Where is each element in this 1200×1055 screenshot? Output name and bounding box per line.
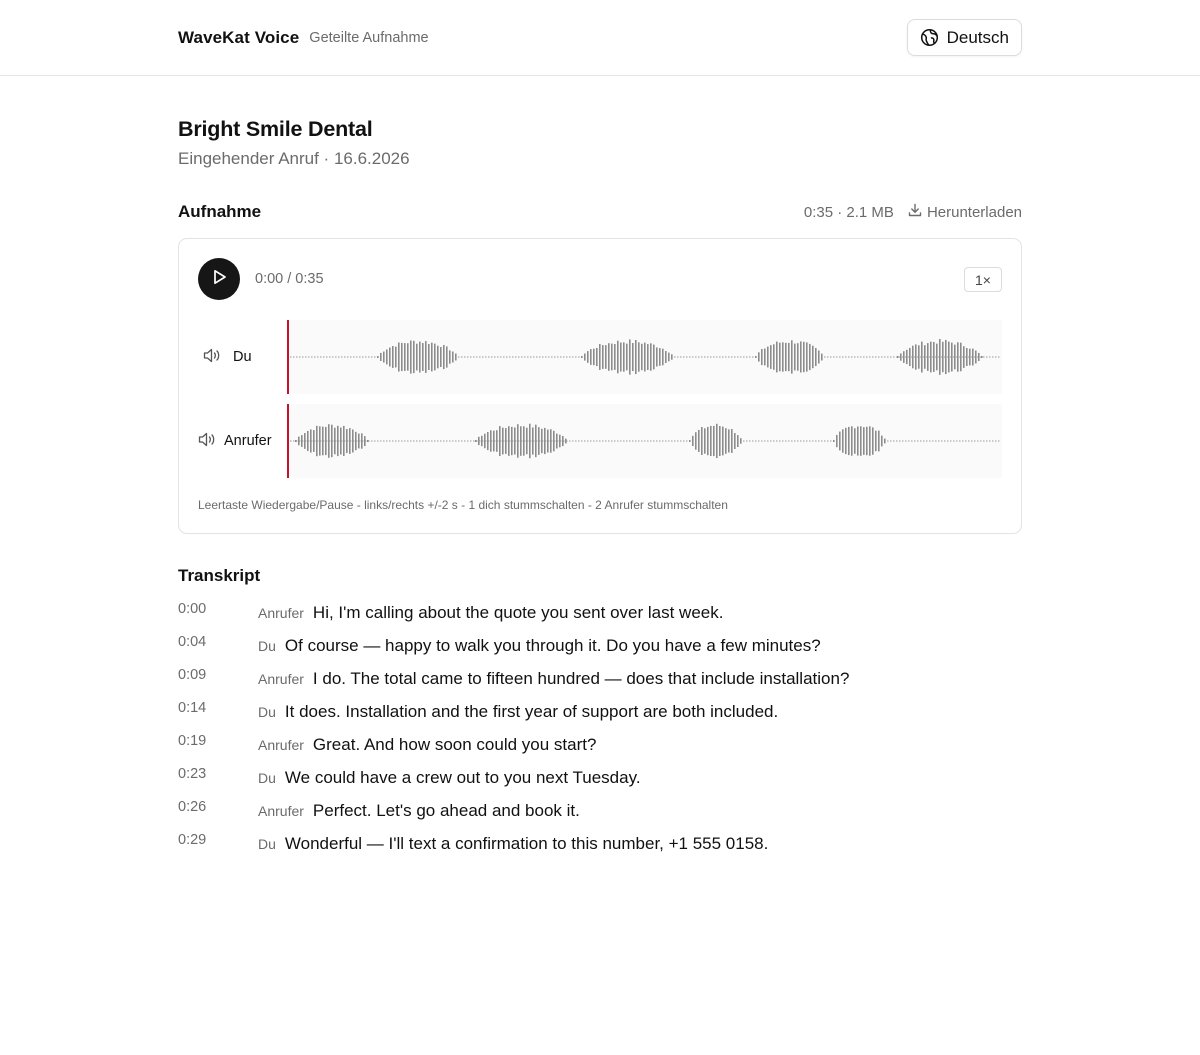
waveform-bar xyxy=(337,426,339,456)
waveform-bar xyxy=(377,356,379,358)
waveform-bar xyxy=(559,435,561,448)
waveform-bar xyxy=(653,345,655,370)
waveform-du[interactable] xyxy=(287,320,1002,394)
waveform-bar xyxy=(380,353,382,361)
waveform-bar xyxy=(909,348,911,366)
waveform-bar xyxy=(963,346,965,368)
waveform-bar xyxy=(346,429,348,453)
track-du-label: Du xyxy=(233,349,252,365)
waveform-bar xyxy=(295,440,297,442)
waveform-bar xyxy=(966,348,968,366)
transcript-speaker: Du xyxy=(258,836,276,852)
waveform-bar xyxy=(924,345,926,369)
transcript-timestamp[interactable]: 0:14 xyxy=(178,700,207,716)
call-subtitle: Eingehender Anruf · 16.6.2026 xyxy=(178,149,410,168)
waveform-bar xyxy=(872,427,874,454)
waveform-bar xyxy=(623,342,625,371)
waveform-bar xyxy=(689,440,691,442)
globe-icon xyxy=(920,28,939,47)
waveform-bar xyxy=(538,427,540,455)
track-du xyxy=(179,320,1002,394)
waveform-bar xyxy=(562,436,564,446)
waveform-bar xyxy=(662,349,664,366)
waveform-bar xyxy=(608,343,610,371)
waveform-bar xyxy=(364,436,366,446)
transcript-timestamp[interactable]: 0:23 xyxy=(178,766,207,782)
waveform-bar xyxy=(779,343,781,372)
waveform-bar xyxy=(806,342,808,371)
waveform-bar xyxy=(740,438,742,444)
waveform-bar xyxy=(605,345,607,369)
waveform-bar xyxy=(728,429,730,452)
main-content xyxy=(178,76,1022,859)
waveform-bar xyxy=(584,354,586,361)
waveform-bar xyxy=(659,348,661,366)
waveform-bar xyxy=(978,353,980,361)
waveform-bar xyxy=(725,428,727,454)
transcript-speaker: Du xyxy=(258,770,276,786)
transcript-timestamp[interactable]: 0:19 xyxy=(178,733,207,749)
waveform-bar xyxy=(755,356,757,358)
transcript-text: We could have a crew out to you next Tuesday. xyxy=(284,768,641,787)
waveform-bar xyxy=(942,342,944,372)
waveform-bar xyxy=(785,343,787,371)
waveform-bar xyxy=(629,339,631,374)
waveform-bar xyxy=(398,343,400,372)
waveform-bar xyxy=(325,427,327,455)
waveform-bar xyxy=(692,436,694,446)
waveform-bar xyxy=(698,430,700,452)
waveform-bar xyxy=(635,340,637,374)
page-context-label: Geteilte Aufnahme xyxy=(309,29,429,46)
waveform-bar xyxy=(716,424,718,458)
waveform-bar xyxy=(773,344,775,370)
transcript-timestamp[interactable]: 0:00 xyxy=(178,601,207,617)
waveform-bar xyxy=(413,341,415,373)
waveform-bar xyxy=(340,428,342,455)
language-button[interactable] xyxy=(907,19,1022,56)
waveform-bar xyxy=(836,435,838,447)
waveform-bar xyxy=(620,343,622,372)
waveform-bar xyxy=(981,356,983,358)
waveform-bar xyxy=(866,427,868,455)
transcript-text: Hi, I'm calling about the quote you sent over last week. xyxy=(312,603,724,622)
waveform-bar xyxy=(906,350,908,364)
waveform-bar xyxy=(599,344,601,370)
waveform-bar xyxy=(960,343,962,372)
waveform-bar xyxy=(556,434,558,449)
waveform-bar xyxy=(767,347,769,368)
waveform-bar xyxy=(915,344,917,369)
download-label: Herunterladen xyxy=(926,203,1022,221)
waveform-bar xyxy=(833,440,835,442)
waveform-bar xyxy=(770,345,772,369)
waveform-bar xyxy=(487,432,489,450)
waveform-bar xyxy=(644,343,646,372)
waveform-bar xyxy=(304,433,306,449)
download-link[interactable] xyxy=(908,203,1022,221)
waveform-bar xyxy=(969,349,971,366)
waveform-bar xyxy=(407,343,409,371)
waveform-bar xyxy=(668,353,670,362)
waveform-bar xyxy=(475,440,477,442)
waveform-bar xyxy=(854,428,856,454)
transcript-entry[interactable] xyxy=(178,826,1022,859)
waveform-bar xyxy=(614,344,616,370)
waveform-bar xyxy=(478,437,480,445)
waveform-bar xyxy=(565,439,567,444)
waveform-bar xyxy=(758,352,760,361)
transcript-text: Wonderful — I'll text a confirmation to this number, +1 555 0158. xyxy=(284,834,769,853)
waveform-bar xyxy=(936,344,938,371)
language-button-label: Deutsch xyxy=(946,27,1009,47)
waveform-bar xyxy=(665,351,667,363)
waveform-bar xyxy=(839,432,841,451)
waveform-bar xyxy=(800,341,802,372)
waveform-anrufer[interactable] xyxy=(287,404,1002,478)
waveform-bar xyxy=(647,344,649,370)
waveform-bar xyxy=(722,427,724,456)
waveform-bar xyxy=(514,428,516,455)
waveform-bar xyxy=(416,344,418,371)
audio-player xyxy=(178,238,1022,534)
waveform-bar xyxy=(316,426,318,456)
waveform-bar xyxy=(863,427,865,455)
waveform-bar xyxy=(611,344,613,371)
waveform-bar xyxy=(446,346,448,367)
waveform-bar xyxy=(764,349,766,366)
waveform-bar xyxy=(547,430,549,453)
waveform-bar xyxy=(508,426,510,456)
waveform-bar xyxy=(975,351,977,364)
transcript-timestamp[interactable]: 0:04 xyxy=(178,634,207,650)
waveform-bar xyxy=(927,343,929,371)
transcript-speaker: Anrufer xyxy=(258,605,304,621)
transcript-entry[interactable] xyxy=(178,628,1022,661)
transcript-text: It does. Installation and the first year of support are both included. xyxy=(284,702,779,721)
transcript-entry[interactable] xyxy=(178,661,1022,694)
play-icon xyxy=(210,268,228,291)
waveform-bar xyxy=(933,342,935,372)
recording-header xyxy=(178,202,1022,222)
waveform-bar xyxy=(355,432,357,450)
waveform-bar xyxy=(493,431,495,452)
waveform-bar xyxy=(710,426,712,456)
playhead-du[interactable] xyxy=(287,320,289,394)
waveform-bar xyxy=(731,429,733,453)
transcript-timestamp[interactable]: 0:09 xyxy=(178,667,207,683)
waveform-bar xyxy=(656,347,658,366)
waveform-bar xyxy=(422,343,424,371)
waveform-bar xyxy=(410,341,412,374)
waveform-bar xyxy=(553,431,555,452)
waveform-bar xyxy=(948,342,950,373)
waveform-bar xyxy=(815,348,817,366)
transcript-section-title: Transkript xyxy=(178,566,261,585)
speaker-icon[interactable] xyxy=(203,348,222,367)
waveform-bar xyxy=(520,426,522,456)
waveform-bar xyxy=(857,427,859,456)
waveform-bar xyxy=(452,352,454,363)
waveform-bar xyxy=(596,348,598,366)
waveform-bar xyxy=(957,342,959,371)
track-anrufer-label: Anrufer xyxy=(224,433,272,449)
waveform-bar xyxy=(939,339,941,375)
waveform-bar xyxy=(776,342,778,373)
waveform-bar xyxy=(449,350,451,363)
playback-time: 0:00 / 0:35 xyxy=(255,271,324,287)
waveform-bar xyxy=(761,349,763,365)
top-bar xyxy=(0,0,1200,76)
waveform-bar xyxy=(602,345,604,369)
waveform-bar xyxy=(650,343,652,370)
waveform-bar xyxy=(343,426,345,456)
waveform-bar xyxy=(349,428,351,454)
waveform-bar xyxy=(945,340,947,374)
waveform-bar xyxy=(797,343,799,371)
waveform-bar xyxy=(443,345,445,369)
waveform-bar xyxy=(791,340,793,373)
transcript-entry[interactable] xyxy=(178,727,1022,760)
waveform-bar xyxy=(972,349,974,366)
transcript-timestamp[interactable]: 0:29 xyxy=(178,832,207,848)
transcript-speaker: Anrufer xyxy=(258,671,304,687)
track-anrufer xyxy=(179,404,1002,478)
waveform-bar xyxy=(395,347,397,368)
waveform-bar xyxy=(921,342,923,373)
waveform-bar xyxy=(821,354,823,361)
waveform-bar xyxy=(331,425,333,458)
waveform-bar xyxy=(499,426,501,456)
waveform-bar xyxy=(734,433,736,449)
waveform-bar xyxy=(383,352,385,363)
waveform-bar xyxy=(912,346,914,369)
waveform-bar xyxy=(812,346,814,369)
waveform-bar xyxy=(782,342,784,371)
waveform-bar xyxy=(590,349,592,365)
waveform-bar xyxy=(737,435,739,447)
waveform-bar xyxy=(842,429,844,452)
waveform-bar xyxy=(701,427,703,455)
waveform-bar xyxy=(617,341,619,374)
waveform-bar xyxy=(481,436,483,446)
transcript-entry[interactable] xyxy=(178,595,1022,628)
waveform-bar xyxy=(641,344,643,370)
waveform-bar xyxy=(307,431,309,451)
waveform-bar xyxy=(848,427,850,455)
waveform-bar xyxy=(544,428,546,454)
waveform-bar xyxy=(845,428,847,454)
waveform-bar xyxy=(334,428,336,455)
waveform-bar xyxy=(951,343,953,372)
waveform-bar xyxy=(440,347,442,367)
call-title: Bright Smile Dental xyxy=(178,117,373,141)
waveform-bar xyxy=(523,426,525,455)
waveform-bar xyxy=(532,427,534,454)
waveform-bar xyxy=(455,354,457,361)
waveform-bar xyxy=(875,431,877,452)
waveform-bar xyxy=(719,426,721,456)
waveform-bar xyxy=(389,348,391,367)
waveform-bar xyxy=(419,342,421,373)
waveform-bar xyxy=(860,426,862,456)
waveform-bar xyxy=(869,426,871,455)
transcript-entry[interactable] xyxy=(178,760,1022,793)
waveform-bar xyxy=(803,342,805,372)
playhead-anrufer[interactable] xyxy=(287,404,289,478)
waveform-bar xyxy=(632,343,634,371)
recording-meta: 0:35 · 2.1 MB xyxy=(803,203,894,221)
transcript-speaker: Du xyxy=(258,704,276,720)
waveform-bar xyxy=(897,356,899,358)
transcript-list xyxy=(178,595,1022,859)
waveform-bar xyxy=(707,427,709,455)
waveform-bar xyxy=(884,439,886,444)
brand-name[interactable]: WaveKat Voice xyxy=(178,27,300,47)
waveform-bar xyxy=(490,430,492,451)
waveform-bar xyxy=(851,426,853,455)
transcript-speaker: Du xyxy=(258,638,276,654)
waveform-bar xyxy=(954,345,956,370)
waveform-bar xyxy=(695,432,697,450)
waveform-bar xyxy=(511,427,513,455)
waveform-bar xyxy=(352,430,354,453)
waveform-bar xyxy=(529,424,531,459)
transcript-text: Great. And how soon could you start? xyxy=(312,735,597,754)
waveform-bar xyxy=(386,350,388,365)
transcript-speaker: Anrufer xyxy=(258,737,304,753)
waveform-bar xyxy=(809,344,811,370)
waveform-bar xyxy=(392,346,394,368)
waveform-bar xyxy=(431,343,433,372)
waveform-bar xyxy=(502,428,504,455)
waveform-bar xyxy=(526,428,528,455)
waveform-bar xyxy=(404,343,406,371)
waveform-bar xyxy=(496,430,498,452)
waveform-bar xyxy=(713,426,715,456)
transcript-entry[interactable] xyxy=(178,793,1022,826)
download-icon xyxy=(908,203,922,221)
waveform-bar xyxy=(505,428,507,454)
waveform-bar xyxy=(310,429,312,452)
waveform-bar xyxy=(361,433,363,448)
waveform-bar xyxy=(484,434,486,449)
top-bar-content xyxy=(178,0,1022,75)
waveform-bar xyxy=(788,343,790,371)
transcript-timestamp[interactable]: 0:26 xyxy=(178,799,207,815)
waveform-bar xyxy=(358,434,360,449)
waveform-bar xyxy=(878,431,880,452)
recording-section-title: Aufnahme xyxy=(178,202,262,221)
waveform-bar xyxy=(918,345,920,368)
waveform-bar xyxy=(818,351,820,364)
waveform-bar xyxy=(704,428,706,453)
transcript-speaker: Anrufer xyxy=(258,803,304,819)
waveform-bar xyxy=(517,424,519,458)
transcript-text: Perfect. Let's go ahead and book it. xyxy=(312,801,580,820)
transcript-text: Of course — happy to walk you through it. Do you have a few minutes? xyxy=(284,636,821,655)
waveform-bar xyxy=(301,435,303,447)
playback-speed-button[interactable]: 1× xyxy=(964,267,1002,292)
waveform-bar xyxy=(535,425,537,458)
waveform-bar xyxy=(930,342,932,373)
play-button[interactable] xyxy=(198,258,240,300)
waveform-bar xyxy=(367,440,369,442)
transcript-text: I do. The total came to fifteen hundred — does that include installation? xyxy=(312,669,850,688)
waveform-bar xyxy=(626,344,628,371)
waveform-bar xyxy=(794,344,796,371)
waveform-bar xyxy=(313,430,315,452)
waveform-bar xyxy=(541,429,543,453)
waveform-bar xyxy=(298,437,300,446)
waveform-bar xyxy=(881,436,883,447)
waveform-bar xyxy=(401,343,403,371)
waveform-bar xyxy=(550,429,552,453)
waveform-bar xyxy=(900,353,902,360)
waveform-bar xyxy=(425,341,427,373)
keyboard-shortcuts-hint: Leertaste Wiedergabe/Pause - links/rechts +/-2 s - 1 dich stummschalten - 2 Anrufer stummschalten xyxy=(198,498,728,512)
waveform-bar xyxy=(587,351,589,363)
waveform-bar xyxy=(671,354,673,359)
waveform-bar xyxy=(328,424,330,458)
waveform-bar xyxy=(581,356,583,358)
waveform-bar xyxy=(437,346,439,369)
transcript-entry[interactable] xyxy=(178,694,1022,727)
waveform-bar xyxy=(319,426,321,455)
waveform-bar xyxy=(638,342,640,371)
waveform-bar xyxy=(428,344,430,370)
speaker-icon[interactable] xyxy=(198,432,217,451)
track-anrufer-controls xyxy=(198,404,272,478)
waveform-bar xyxy=(434,344,436,371)
waveform-bar xyxy=(322,427,324,456)
track-du-controls xyxy=(203,320,252,394)
waveform-bar xyxy=(593,349,595,366)
waveform-bar xyxy=(903,351,905,363)
